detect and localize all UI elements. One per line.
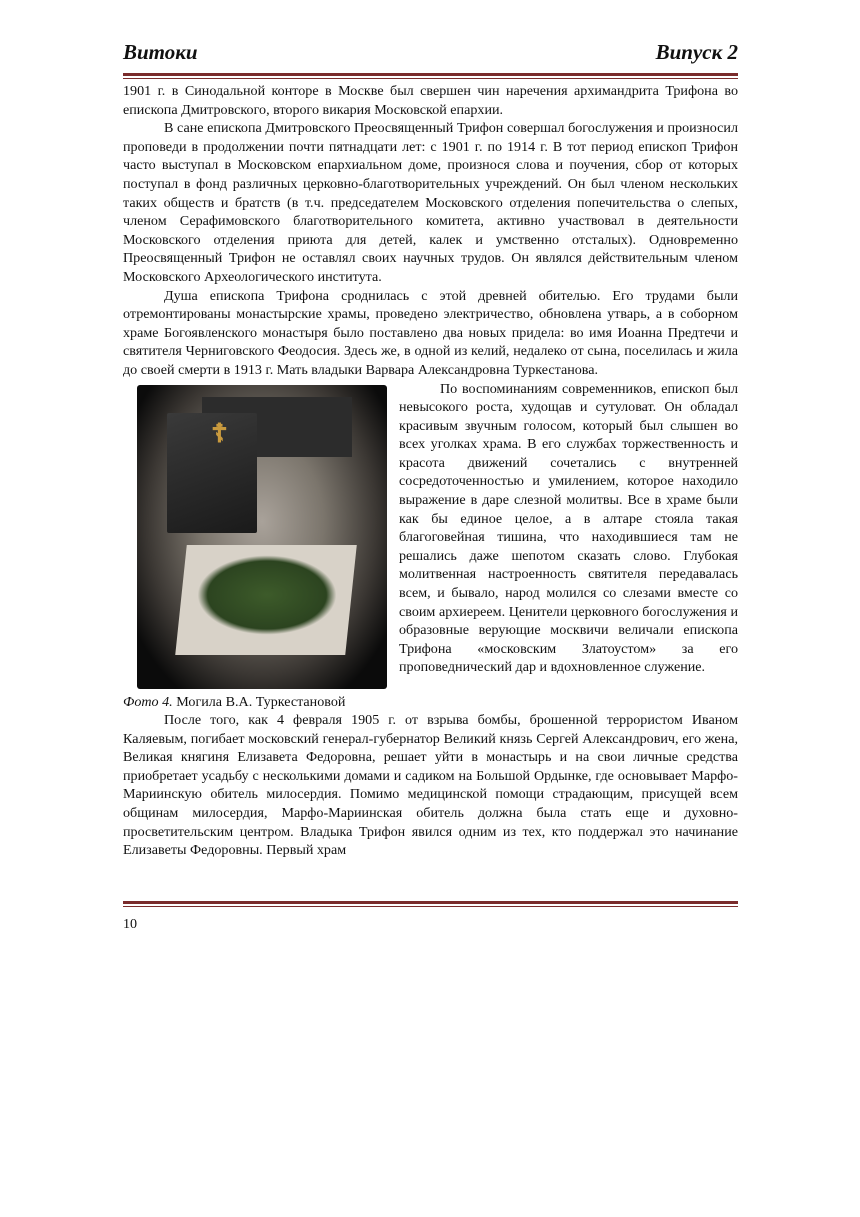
paragraph-3: Душа епископа Трифона сроднилась с этой древней обителью. Его трудами были отремонтированы монастырские храмы, проведено электричество, обновлена утварь, а в соборном храме Богоявленского монастыря было поставлено два новых придела: во имя Иоанна Предтечи и святителя Черниговского Феодосия. Здесь же, в одной из келий, недалеко от сына, поселилась и жила до своей смерти в 1913 г. Мать владыки Варвара Александровна Туркестанова. [123, 287, 738, 378]
paragraph-2: В сане епископа Дмитровского Преосвященный Трифон совершал богослужения и произносил проповеди в продолжении почти пятнадцати лет: с 1901 г. по 1914 г. В тот период епископ Трифон часто выступал в Московском епархиальном доме, произнося слова и поучения, сбор от которых поступал в фонд различных церковно-благотворительных учреждений. Он был членом нескольких таких обществ и братств (в т.ч. председателем Московского отделения попечительства о слепых, членом Серафимовского благотворительного комитета, активно участвовал в деятельности Московского отделения приюта для детей, калек и умственно отсталых). Одновременно Преосвященный Трифон не оставлял своих научных трудов. Он являлся действительным членом Московского Археологического института. [123, 120, 738, 285]
header-issue: Випуск 2 [655, 40, 738, 64]
paragraph-5: После того, как 4 февраля 1905 г. от взрыва бомбы, брошенной террористом Иваном Каляевым, погибает московский генерал-губернатор Великий князь Сергей Александрович, его жена, Великая княгиня Елизавета Федоровна, решает уйти в монастырь и на свои личные средства приобретает усадьбу с несколькими домами и садиком на Большой Ордынке, где основывает Марфо-Мариинскую обитель милосердия. Помимо медицинской помощи страдающим, присущей всем общинам милосердия, Марфо-Мариинская обитель должна была стать еще и духовно-просветительским центром. Владыка Трифон явился одним из тех, кто поддержал это начинание Елизаветы Федоровны. Первый храм [123, 712, 738, 859]
paragraph-4: По воспоминаниям современников, епископ был невысокого роста, худощав и сутуловат. Он обладал красивым звучным голосом, который был слышен во всех уголках храма. В его службах торжественность и красота движений сочетались с внутренней сосредоточенностью и умилением, которое находило выражение в даре слезной молитвы. Все в храме были как бы единое целое, а в алтаре стояла такая благоговейная тишина, что находившиеся там не решались даже шепотом сказать слово. Глубокая молитвенная настроенность святителя передавалась всем, и бывало, народ молился со слезами вместе со своим архиереем. Ценители церковного богослужения и образовные верующие москвичи величали епископа Трифона «московским Златоустом» за его проповеднический дар и вдохновленное служение. [399, 380, 738, 676]
photo-caption [123, 693, 738, 712]
caption-label: Фото 4. [123, 693, 173, 710]
article-body [123, 82, 738, 860]
page-number: 10 [123, 916, 138, 932]
header-journal-title: Витоки [123, 40, 198, 64]
caption-text: Могила В.А. Туркестановой [172, 693, 346, 710]
footer-rule [123, 901, 738, 907]
paragraph-1: 1901 г. в Синодальной конторе в Москве был свершен чин наречения архимандрита Трифона во епископа Дмитровского, второго викария Московской епархии. [123, 83, 738, 118]
orthodox-cross-icon: ☦ [211, 418, 228, 448]
header-rule [123, 73, 738, 79]
running-header [123, 40, 738, 70]
grave-photo [137, 385, 387, 689]
